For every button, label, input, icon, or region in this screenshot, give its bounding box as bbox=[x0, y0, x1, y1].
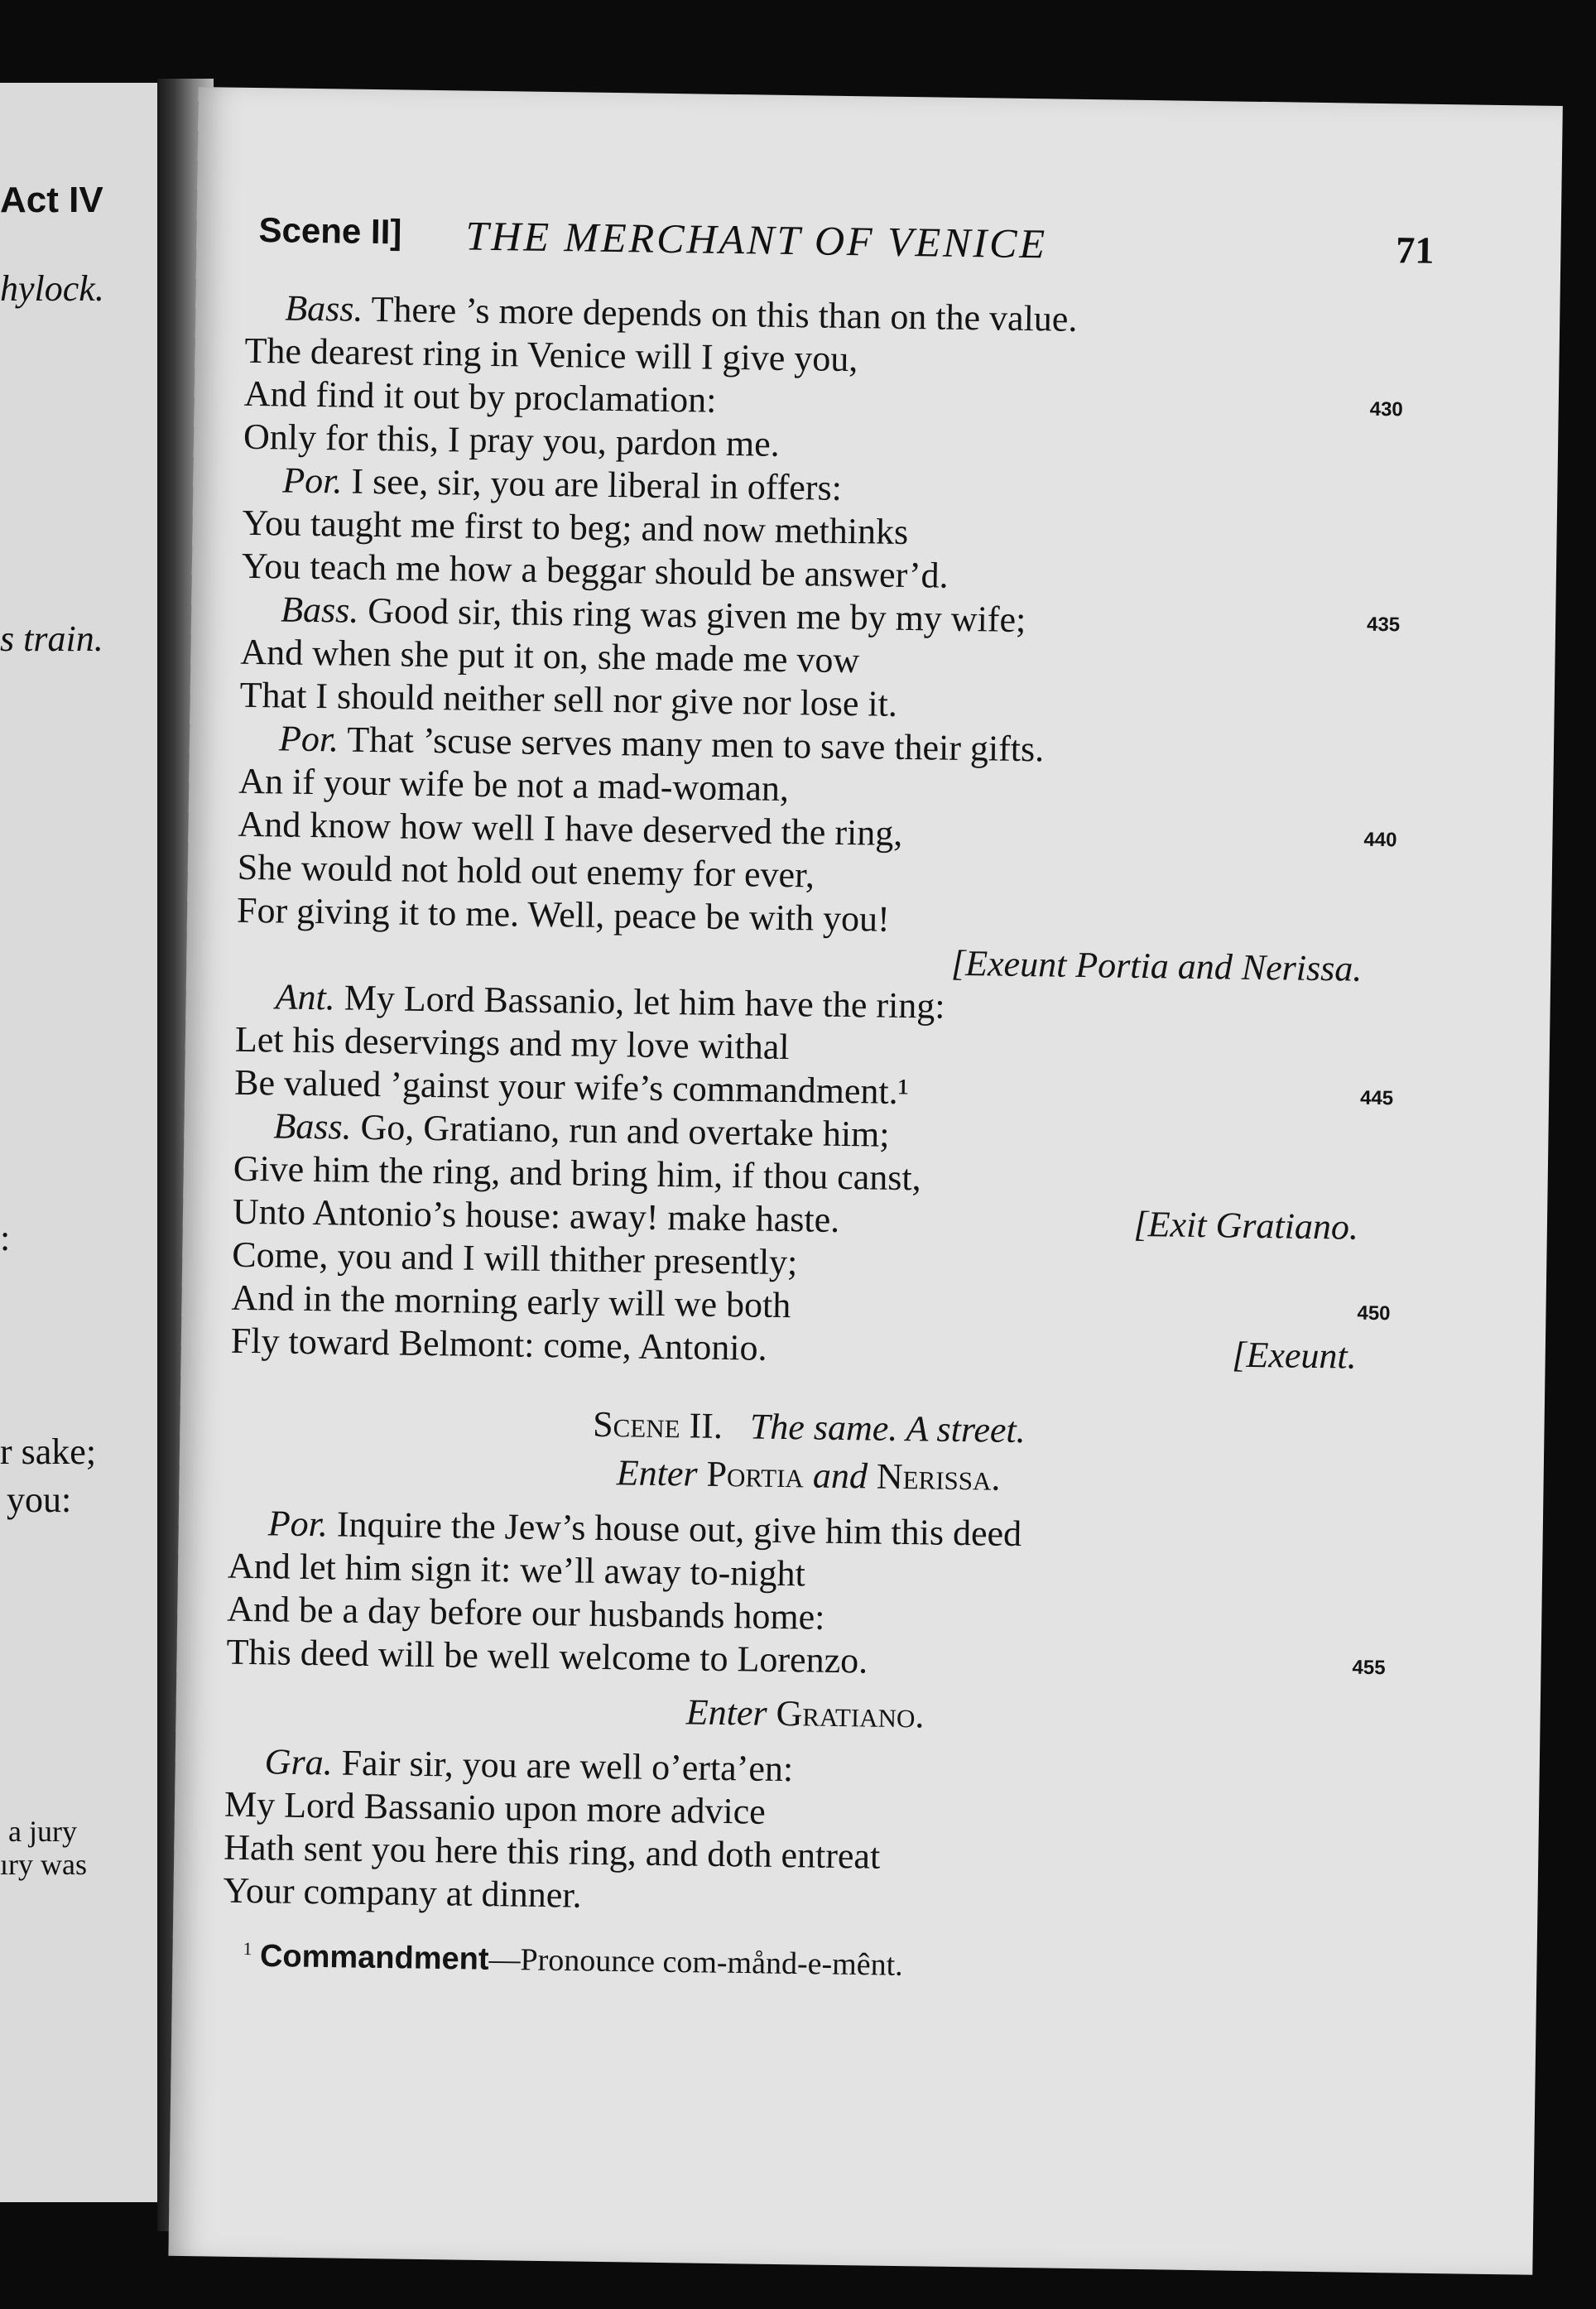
footnote-term: Commandment bbox=[259, 1938, 489, 1977]
speaker-name: Bass. bbox=[273, 1105, 352, 1147]
line-text: Fly toward Belmont: come, Antonio. bbox=[230, 1320, 767, 1369]
page-title: THE MERCHANT OF VENICE bbox=[465, 212, 1048, 267]
left-page-text: a jury bbox=[8, 1815, 77, 1848]
line-text: You teach me how a beggar should be answer’d. bbox=[241, 545, 949, 596]
left-page-fragment bbox=[0, 83, 157, 2202]
character-name: Portia bbox=[706, 1453, 805, 1496]
line-text: And when she put it on, she made me vow bbox=[240, 631, 860, 681]
page-number: 71 bbox=[1396, 228, 1435, 272]
line-text: And be a day before our husbands home: bbox=[226, 1588, 825, 1638]
line-text: Go, Gratiano, run and overtake him; bbox=[351, 1106, 890, 1155]
line-text: For giving it to me. Well, peace be with you! bbox=[236, 889, 891, 940]
character-name: Nerissa. bbox=[876, 1455, 1001, 1498]
line-text: My Lord Bassanio upon more advice bbox=[224, 1783, 767, 1832]
line-number: 455 bbox=[1352, 1656, 1386, 1680]
play-text bbox=[222, 286, 1404, 1992]
line-text: Give him the ring, and bring him, if thou canst, bbox=[233, 1147, 922, 1199]
left-page-text: hylock. bbox=[0, 268, 104, 309]
line-text: That I should neither sell nor give nor lose it. bbox=[239, 674, 898, 724]
line-text: The dearest ring in Venice will I give you, bbox=[244, 330, 858, 380]
left-page-text: : bbox=[0, 1218, 11, 1258]
dialogue-section-c bbox=[223, 1740, 1384, 1929]
speaker-name: Bass. bbox=[284, 287, 363, 330]
line-text: That ’scuse serves many men to save their gifts. bbox=[338, 719, 1045, 770]
speaker-name: Por. bbox=[278, 718, 339, 760]
speaker-name: Bass. bbox=[280, 589, 359, 631]
scene-marker: Scene II] bbox=[258, 210, 402, 252]
stage-direction: [Exeunt Portia and Nerissa. bbox=[950, 942, 1363, 989]
line-number: 440 bbox=[1363, 828, 1397, 852]
line-text: My Lord Bassanio, let him have the ring: bbox=[334, 977, 945, 1027]
dialogue-section-b bbox=[226, 1502, 1387, 1691]
left-page-text: ıry was bbox=[0, 1848, 87, 1881]
left-page-text: r sake; bbox=[0, 1431, 97, 1472]
stage-direction: [Exit Gratiano. bbox=[1133, 1203, 1359, 1248]
enter-word: Enter bbox=[616, 1452, 698, 1494]
speaker-name: Por. bbox=[282, 459, 343, 502]
line-text: Only for this, I pray you, pardon me. bbox=[243, 416, 781, 464]
enter-word: Enter bbox=[685, 1691, 767, 1734]
right-page bbox=[168, 87, 1562, 2275]
line-text: And let him sign it: we’ll away to-night bbox=[227, 1545, 806, 1595]
line-text: Fair sir, you are well o’erta’en: bbox=[332, 1742, 794, 1790]
line-number: 430 bbox=[1369, 397, 1403, 421]
left-page-text: s train. bbox=[0, 618, 103, 659]
line-text: Unto Antonio’s house: away! make haste. bbox=[232, 1191, 840, 1240]
line-text: Be valued ’gainst your wife’s commandment.¹ bbox=[233, 1061, 910, 1113]
dialogue-section-a bbox=[230, 286, 1404, 1378]
and-word: and bbox=[812, 1455, 868, 1497]
line-text: And find it out by proclamation: bbox=[243, 373, 717, 421]
line-text: You taught me first to beg; and now methinks bbox=[242, 502, 909, 553]
stage-direction: [Exeunt. bbox=[1232, 1334, 1358, 1377]
line-text: She would not hold out enemy for ever, bbox=[237, 846, 815, 896]
line-text: And know how well I have deserved the ring, bbox=[238, 803, 903, 854]
left-page-text: you: bbox=[7, 1479, 72, 1520]
line-number: 450 bbox=[1357, 1301, 1391, 1325]
left-page-text: Act IV bbox=[0, 180, 103, 220]
footnote-marker: 1 bbox=[243, 1937, 252, 1960]
scene-label: Scene II. bbox=[592, 1403, 723, 1446]
speaker-name: Gra. bbox=[264, 1741, 334, 1783]
line-text: Your company at dinner. bbox=[223, 1869, 582, 1916]
line-number: 445 bbox=[1359, 1086, 1394, 1110]
line-number: 435 bbox=[1366, 613, 1401, 637]
line-text: Inquire the Jew’s house out, give him this deed bbox=[327, 1503, 1022, 1555]
footnote bbox=[222, 1929, 1382, 1992]
speaker-name: Ant. bbox=[275, 976, 336, 1018]
line-text: I see, sir, you are liberal in offers: bbox=[342, 460, 843, 508]
line-text: There ’s more depends on this than on the value. bbox=[363, 288, 1078, 339]
line-text: Let his deservings and my love withal bbox=[234, 1018, 790, 1068]
line-text: Come, you and I will thither presently; bbox=[231, 1234, 798, 1283]
scene-setting: The same. A street. bbox=[749, 1406, 1026, 1451]
line-text: An if your wife be not a mad-woman, bbox=[238, 760, 790, 810]
footnote-text: —Pronounce com-månd-e-mênt. bbox=[488, 1941, 903, 1983]
running-head bbox=[258, 202, 1435, 285]
line-text: This deed will be well welcome to Lorenzo. bbox=[226, 1631, 868, 1681]
line-text: Good sir, this ring was given me by my wife; bbox=[358, 589, 1026, 641]
line-text: Hath sent you here this ring, and doth entreat bbox=[223, 1826, 881, 1877]
speaker-name: Por. bbox=[267, 1503, 329, 1545]
character-name: Gratiano. bbox=[776, 1692, 925, 1736]
line-text: And in the morning early will we both bbox=[231, 1277, 791, 1326]
